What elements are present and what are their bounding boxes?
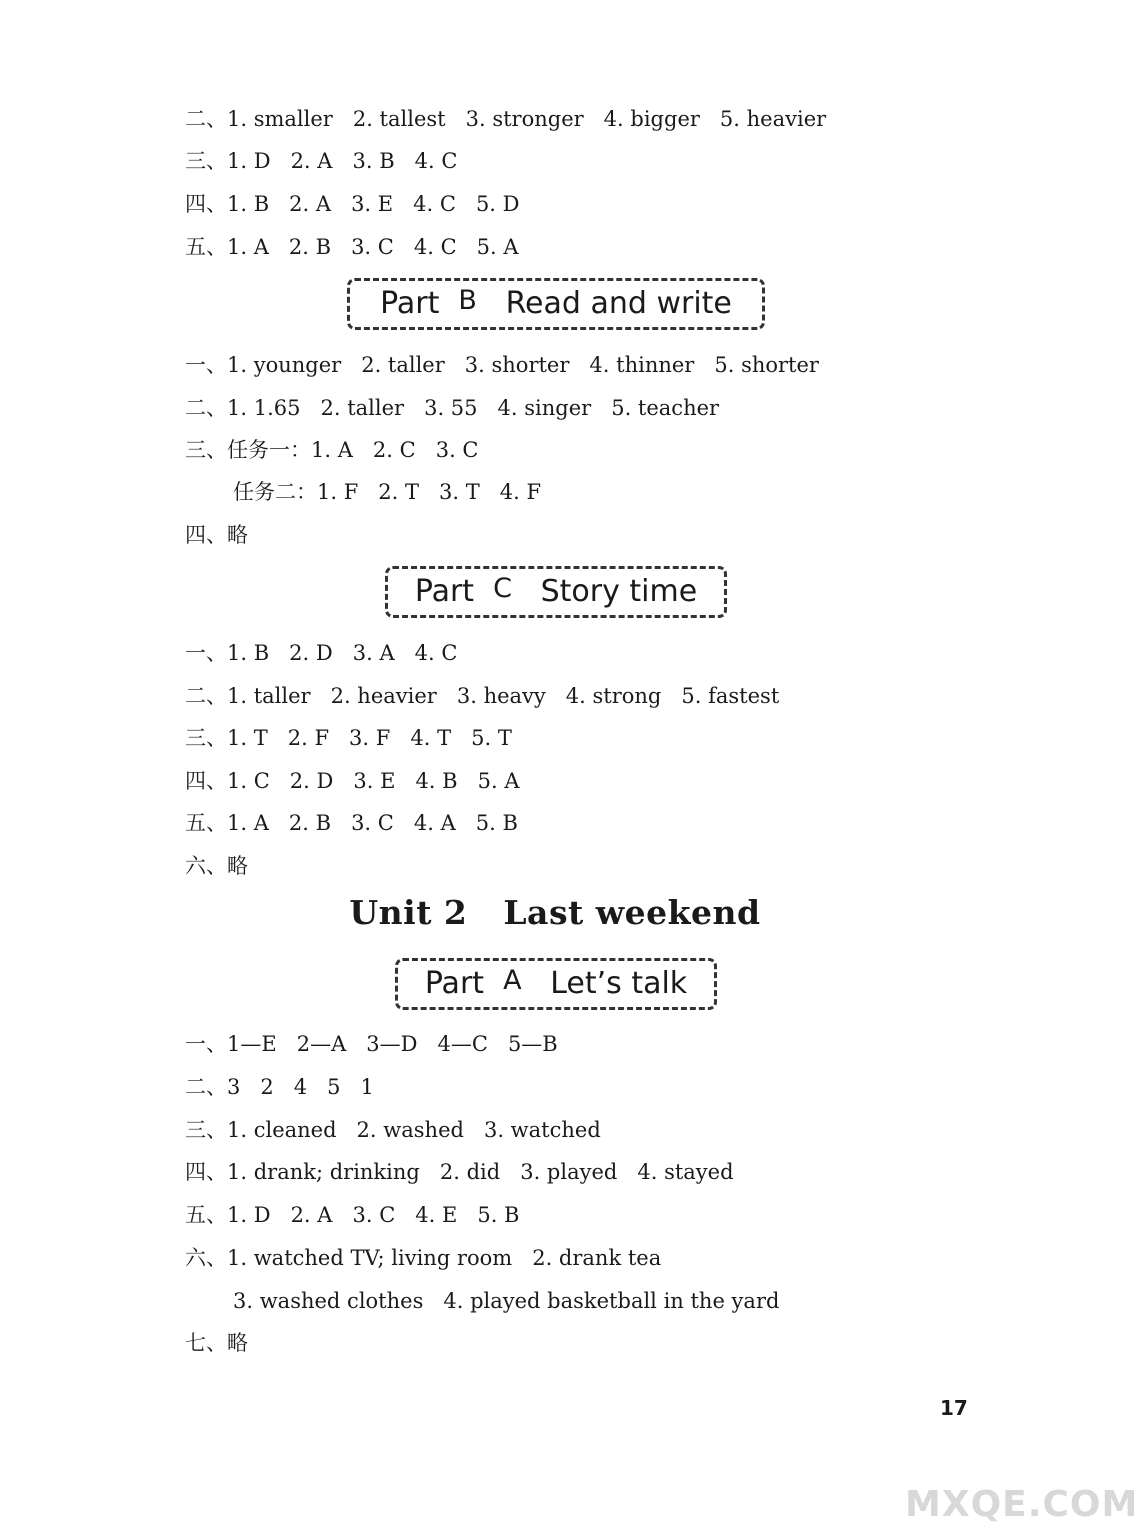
answer-line: 五、1. A 2. B 3. C 4. A 5. B [185,811,518,835]
answer-line: 一、1—E 2—A 3—D 4—C 5—B [185,1032,558,1056]
answer-line: 二、1. smaller 2. tallest 3. stronger 4. bigger 5. heavier [185,107,827,131]
answer-line: 七、略 [185,1331,248,1355]
page-number: 17 [940,1396,968,1420]
answer-line: 四、略 [185,523,248,547]
answer-line: 3. washed clothes 4. played basketball in the yard [233,1289,780,1313]
unit-title: Unit 2 Last weekend [349,893,761,932]
answer-line: 三、任务一：1. A 2. C 3. C [185,438,479,462]
part-label: Part [424,966,485,1001]
answer-line: 一、1. younger 2. taller 3. shorter 4. thinner 5. shorter [185,353,819,377]
answer-line: 四、1. drank; drinking 2. did 3. played 4. stayed [185,1160,734,1184]
answer-line: 六、1. watched TV; living room 2. drank tea [185,1246,662,1270]
answer-line: 五、1. A 2. B 3. C 4. C 5. A [185,235,519,259]
part-a-heading [395,958,717,1010]
answer-line: 四、1. C 2. D 3. E 4. B 5. A [185,769,520,793]
watermark-logo: MXQE.COM [905,1484,1138,1525]
answer-line: 三、1. T 2. F 3. F 4. T 5. T [185,726,512,750]
part-label: Part [414,574,475,609]
part-c-heading [385,566,727,618]
answer-line: 五、1. D 2. A 3. C 4. E 5. B [185,1203,520,1227]
part-title: Read and write [505,286,732,321]
answer-line: 六、略 [185,854,248,878]
answer-line: 三、1. D 2. A 3. B 4. C [185,149,458,173]
part-b-heading [347,278,765,330]
answer-line: 二、1. taller 2. heavier 3. heavy 4. strong 5. fastest [185,684,780,708]
answer-line: 四、1. B 2. A 3. E 4. C 5. D [185,192,520,216]
answer-line: 三、1. cleaned 2. washed 3. watched [185,1118,601,1142]
part-title: Let’s talk [550,966,688,1001]
part-letter: A [503,965,522,996]
part-letter: C [493,573,512,604]
answer-line: 二、3 2 4 5 1 [185,1075,374,1099]
answer-line: 一、1. B 2. D 3. A 4. C [185,641,458,665]
answer-line: 二、1. 1.65 2. taller 3. 55 4. singer 5. teacher [185,396,720,420]
part-title: Story time [540,574,698,609]
part-letter: B [458,285,477,316]
part-label: Part [380,286,440,321]
answer-line: 任务二：1. F 2. T 3. T 4. F [233,480,542,504]
